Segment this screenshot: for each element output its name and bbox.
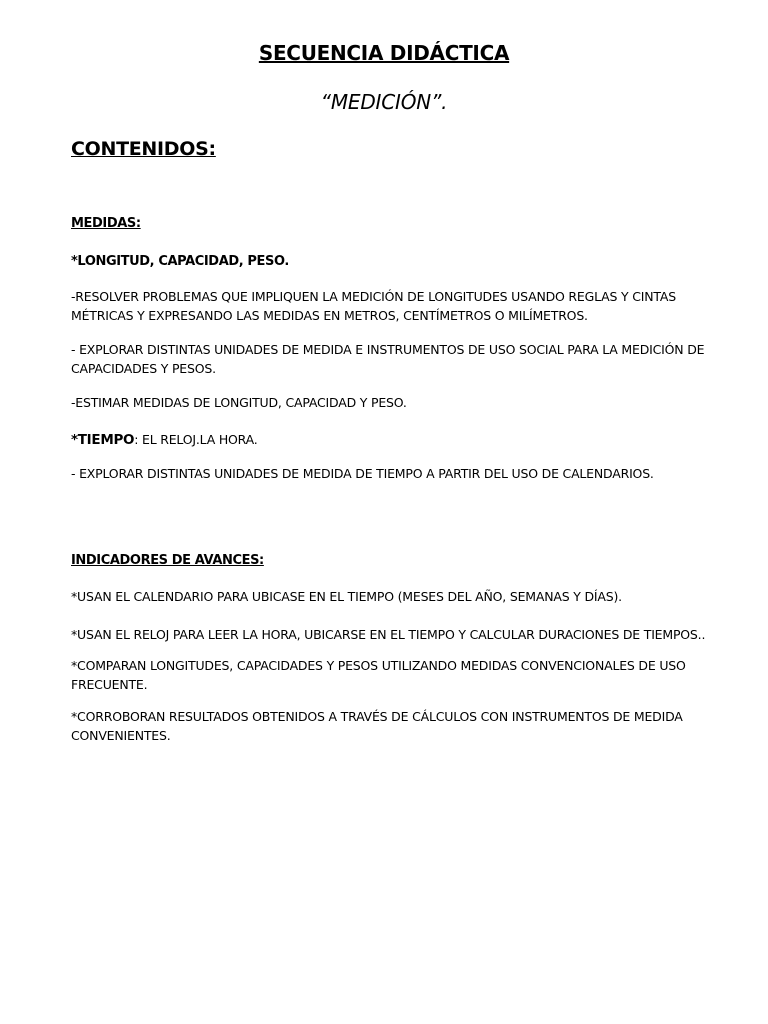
indicador-item-4: *CORROBORAN RESULTADOS OBTENIDOS A TRAVÉS DE CÁLCULOS CON INSTRUMENTOS DE MEDIDA CONVENIENTES. xyxy=(71,709,683,743)
indicador-item-2: *USAN EL RELOJ PARA LEER LA HORA, UBICARSE EN EL TIEMPO Y CALCULAR DURACIONES DE TIEMPOS.. xyxy=(71,627,706,642)
medidas-item-1: -RESOLVER PROBLEMAS QUE IMPLIQUEN LA MEDICIÓN DE LONGITUDES USANDO REGLAS Y CINTAS MÉTRICAS Y EXPRESANDO LAS MEDIDAS EN METROS, CENTÍMETROS O MILÍMETROS. xyxy=(71,289,676,323)
medidas-heading: MEDIDAS: xyxy=(71,216,141,231)
indicadores-heading: INDICADORES DE AVANCES: xyxy=(71,553,264,568)
tiempo-line xyxy=(71,430,721,450)
medidas-subheading: *LONGITUD, CAPACIDAD, PESO. xyxy=(71,254,289,269)
tiempo-text: : EL RELOJ.LA HORA. xyxy=(134,432,258,447)
indicador-item-1: *USAN EL CALENDARIO PARA UBICASE EN EL TIEMPO (MESES DEL AÑO, SEMANAS Y DÍAS). xyxy=(71,589,622,604)
tiempo-label: *TIEMPO xyxy=(71,432,135,448)
medidas-item-2: - EXPLORAR DISTINTAS UNIDADES DE MEDIDA E INSTRUMENTOS DE USO SOCIAL PARA LA MEDICIÓN DE CAPACIDADES Y PESOS. xyxy=(71,342,705,376)
document-subtitle: “MEDICIÓN”. xyxy=(320,90,448,114)
indicador-item-3: *COMPARAN LONGITUDES, CAPACIDADES Y PESOS UTILIZANDO MEDIDAS CONVENCIONALES DE USO FRECUENTE. xyxy=(71,658,686,692)
tiempo-item: - EXPLORAR DISTINTAS UNIDADES DE MEDIDA DE TIEMPO A PARTIR DEL USO DE CALENDARIOS. xyxy=(71,466,654,481)
document-title: SECUENCIA DIDÁCTICA xyxy=(258,41,510,65)
contenidos-heading: CONTENIDOS: xyxy=(71,138,216,160)
medidas-item-3: -ESTIMAR MEDIDAS DE LONGITUD, CAPACIDAD Y PESO. xyxy=(71,395,407,410)
